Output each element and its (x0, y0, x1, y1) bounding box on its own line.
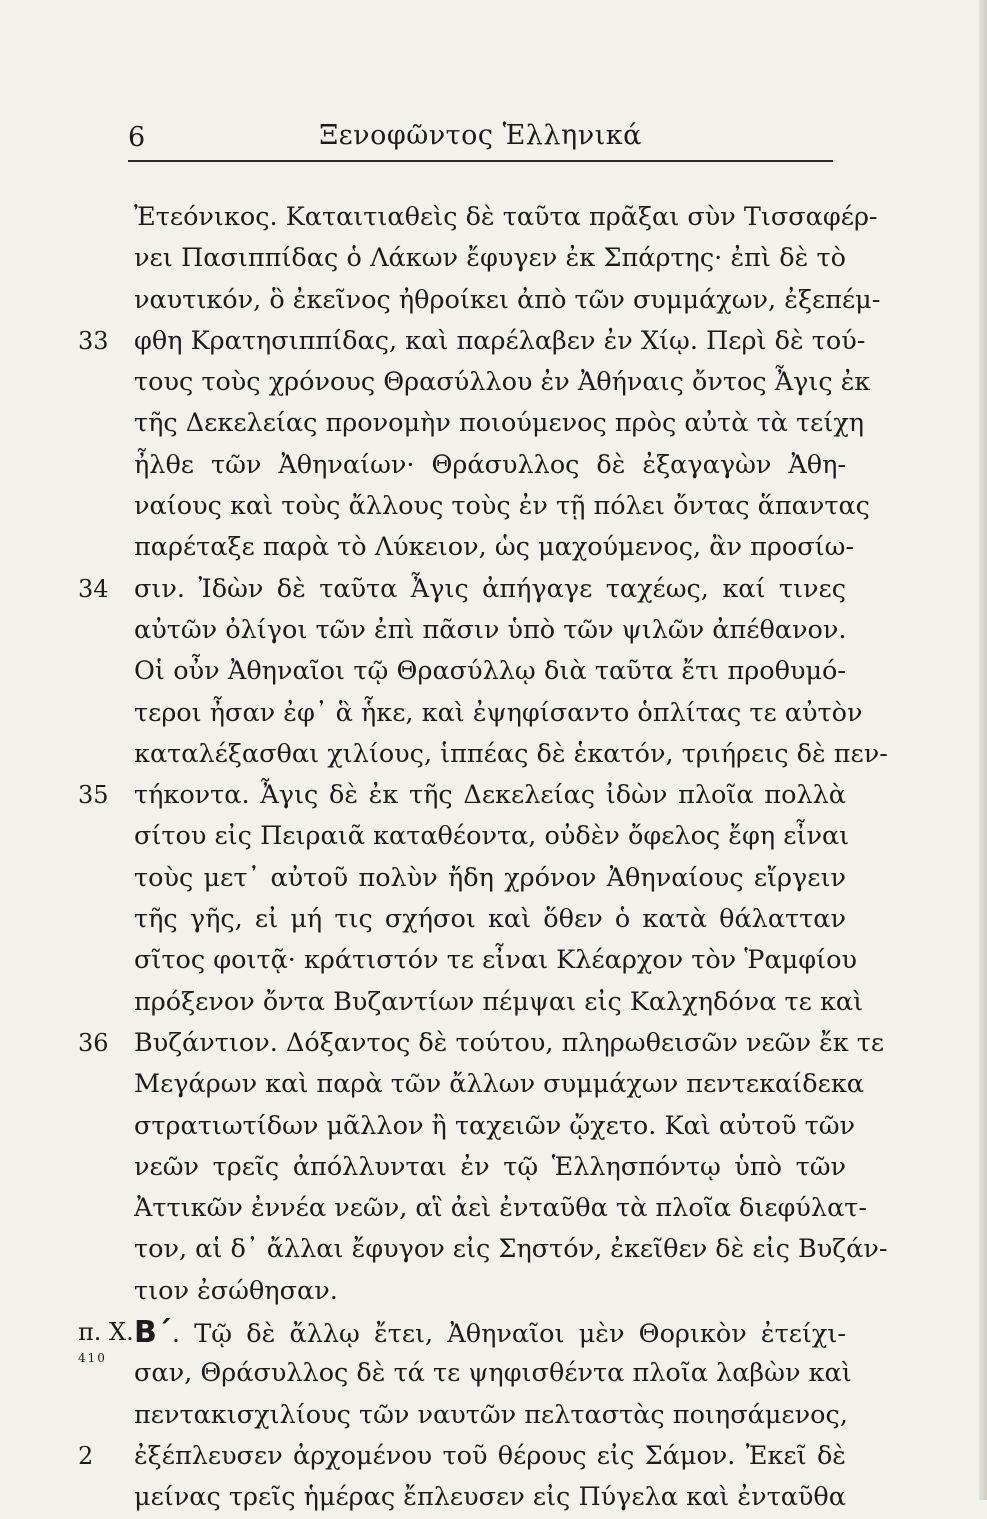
text-line (134, 1271, 846, 1312)
line-content: Ἐτεόνικος. Καταιτιαθεὶς δὲ ταῦτα πρᾶξαι σὺν Τισσαφέρ- (134, 202, 878, 232)
line-text (134, 734, 888, 775)
section-number: 2 (78, 1441, 94, 1470)
text-line (134, 734, 888, 775)
line-content: νεῶν τρεῖς ἀπόλλυνται ἐν τῷ Ἑλλησπόντῳ ὑπὸ τῶν (134, 1151, 846, 1182)
page-header (128, 120, 833, 160)
line-content: σιν. Ἰδὼν δὲ ταῦτα Ἆγις ἀπήγαγε ταχέως, καί τινες (134, 573, 846, 604)
text-line (134, 610, 846, 651)
text-line (134, 1106, 856, 1147)
header-rule (128, 160, 833, 162)
line-content: στρατιωτίδων μᾶλλον ἢ ταχειῶν ᾤχετο. Καὶ αὐτοῦ τῶν (134, 1110, 856, 1141)
line-content: τον, αἱ δ᾽ ἄλλαι ἔφυγον εἰς Σηστόν, ἐκεῖθεν δὲ εἰς Βυζάν- (134, 1234, 888, 1265)
line-content: Μεγάρων καὶ παρὰ τῶν ἄλλων συμμάχων πεντεκαίδεκα (134, 1069, 864, 1100)
text-line (134, 693, 863, 734)
running-title: Ξενοφῶντος Ἑλληνικά (319, 120, 642, 151)
text-line (134, 197, 878, 238)
year-note: 410 (78, 1351, 107, 1366)
line-text (134, 403, 865, 444)
line-text (134, 1229, 888, 1270)
line-content: καταλέξασθαι χιλίους, ἱππέας δὲ ἑκατόν, τριήρεις δὲ πεν- (134, 738, 888, 769)
line-content: φθη Κρατησιππίδας, καὶ παρέλαβεν ἐν Χίῳ. Περὶ δὲ τού- (134, 325, 866, 356)
section-number: 35 (78, 781, 109, 810)
line-text (134, 280, 881, 321)
line-content: ναίους καὶ τοὺς ἄλλους τοὺς ἐν τῇ πόλει ὄντας ἅπαντας (134, 491, 870, 522)
page-edge (979, 0, 987, 1500)
line-text (134, 1353, 852, 1394)
text-line (134, 858, 846, 899)
text-line (134, 1229, 888, 1270)
line-content: αὐτῶν ὀλίγοι τῶν ἐπὶ πᾶσιν ὑπὸ τῶν ψιλῶν ἀπέθανον. (134, 614, 847, 645)
line-text (134, 486, 870, 527)
text-line (134, 1188, 868, 1229)
line-content: ἦλθε τῶν Ἀθηναίων· Θράσυλλος δὲ ἐξαγαγὼν Ἀθη- (134, 449, 846, 480)
line-content: Ἀττικῶν ἐννέα νεῶν, αἳ ἀεὶ ἐνταῦθα τὰ πλοῖα διεφύλατ- (134, 1193, 868, 1224)
line-text (134, 1064, 864, 1105)
line-content: . Τῷ δὲ ἄλλῳ ἔτει, Ἀθηναῖοι μὲν Θορικὸν ἐτείχι- (171, 1319, 846, 1350)
line-content: Βυζάντιον. Δόξαντος δὲ τούτου, πληρωθεισῶν νεῶν ἔκ τε (134, 1027, 885, 1058)
line-text (134, 775, 846, 816)
book-marker: Β´ (134, 1315, 172, 1351)
section-number: 33 (78, 326, 109, 355)
line-text (134, 816, 850, 857)
section-number: π. Χ. (78, 1318, 134, 1347)
text-line (134, 486, 870, 527)
line-text (134, 1436, 846, 1477)
line-content: σίτου εἰς Πειραιᾶ καταθέοντα, οὐδὲν ὄφελος ἔφη εἶναι (134, 821, 850, 852)
text-line (134, 445, 846, 486)
text-line (134, 1147, 846, 1188)
line-content: τιον ἐσώθησαν. (134, 1275, 338, 1306)
section-number: 36 (78, 1028, 109, 1057)
line-content: σαν, Θράσυλλος δὲ τά τε ψηφισθέντα πλοῖα λαβὼν καὶ (134, 1358, 852, 1389)
text-line (134, 940, 857, 981)
line-text (134, 940, 857, 981)
line-text (134, 1271, 846, 1312)
text-line (134, 899, 846, 940)
line-content: τοὺς μετ᾽ αὐτοῦ πολὺν ἤδη χρόνον Ἀθηναίους εἴργειν (134, 862, 846, 893)
line-content: τεροι ἦσαν ἐφ᾽ ἃ ἧκε, καὶ ἐψηφίσαντο ὁπλίτας τε αὐτὸν (134, 697, 863, 728)
page-number: 6 (128, 122, 146, 153)
line-text (134, 693, 863, 734)
line-content: τήκοντα. Ἆγις δὲ ἐκ τῆς Δεκελείας ἰδὼν πλοῖα πολλὰ (134, 780, 846, 811)
line-text (134, 1106, 856, 1147)
text-line (78, 1312, 846, 1366)
line-text (134, 197, 878, 238)
line-text (134, 1023, 885, 1064)
text-line (78, 1436, 846, 1477)
line-text (134, 1147, 846, 1188)
line-content: ἐξέπλευσεν ἀρχομένου τοῦ θέρους εἰς Σάμον. Ἐκεῖ δὲ (134, 1440, 846, 1471)
text-line (134, 1353, 852, 1394)
line-content: πρόξενον ὄντα Βυζαντίων πέμψαι εἰς Καλχηδόνα τε καὶ (134, 986, 864, 1017)
text-line (134, 1395, 846, 1436)
line-text (134, 445, 846, 486)
text-line (134, 362, 871, 403)
text-line (134, 816, 850, 857)
line-text (134, 321, 866, 362)
text-line (134, 1477, 846, 1518)
text-line (134, 1064, 864, 1105)
line-text (134, 569, 846, 610)
line-content: τους τοὺς χρόνους Θρασύλλου ἐν Ἀθήναις ὄντος Ἆγις ἐκ (134, 367, 871, 398)
line-text (134, 527, 855, 568)
line-content: σῖτος φοιτᾷ· κράτιστόν τε εἶναι Κλέαρχον τὸν Ῥαμφίου (134, 945, 857, 976)
line-text (134, 651, 846, 692)
line-text (134, 610, 846, 651)
text-line (134, 651, 846, 692)
line-content: παρέταξε παρὰ τὸ Λύκειον, ὡς μαχούμενος, ἂν προσίω- (134, 532, 855, 563)
body-text (78, 197, 888, 1519)
line-text (134, 362, 871, 403)
line-text (134, 899, 846, 940)
line-content: τῆς Δεκελείας προνομὴν ποιούμενος πρὸς αὐτὰ τὰ τείχη (134, 408, 865, 439)
section-number: 34 (78, 574, 109, 603)
text-line (134, 527, 855, 568)
line-content: ναυτικόν, ὃ ἐκεῖνος ἠθροίκει ἀπὸ τῶν συμμάχων, ἐξεπέμ- (134, 284, 881, 315)
text-line (134, 403, 865, 444)
text-line (78, 775, 846, 816)
text-line (78, 569, 846, 610)
line-text (134, 858, 846, 899)
text-line (134, 280, 881, 321)
line-content: πεντακισχιλίους τῶν ναυτῶν πελταστὰς ποιησάμενος, (134, 1399, 848, 1430)
line-content: Οἱ οὖν Ἀθηναῖοι τῷ Θρασύλλῳ διὰ ταῦτα ἔτι προθυμό- (134, 656, 846, 687)
line-text (134, 1312, 846, 1355)
text-line (78, 1023, 885, 1064)
text-line (134, 238, 846, 279)
text-line (78, 321, 866, 362)
line-text (134, 982, 864, 1023)
line-text (134, 1477, 846, 1518)
line-content: τῆς γῆς, εἰ μή τις σχήσοι καὶ ὅθεν ὁ κατὰ θάλατταν (134, 904, 846, 935)
line-text (134, 1188, 868, 1229)
line-text (134, 1395, 846, 1436)
line-text (134, 238, 846, 279)
text-line (134, 982, 864, 1023)
line-content: νει Πασιππίδας ὁ Λάκων ἔφυγεν ἐκ Σπάρτης· ἐπὶ δὲ τὸ (134, 243, 846, 274)
line-content: μείνας τρεῖς ἡμέρας ἔπλευσεν εἰς Πύγελα καὶ ἐνταῦθα (134, 1482, 846, 1513)
